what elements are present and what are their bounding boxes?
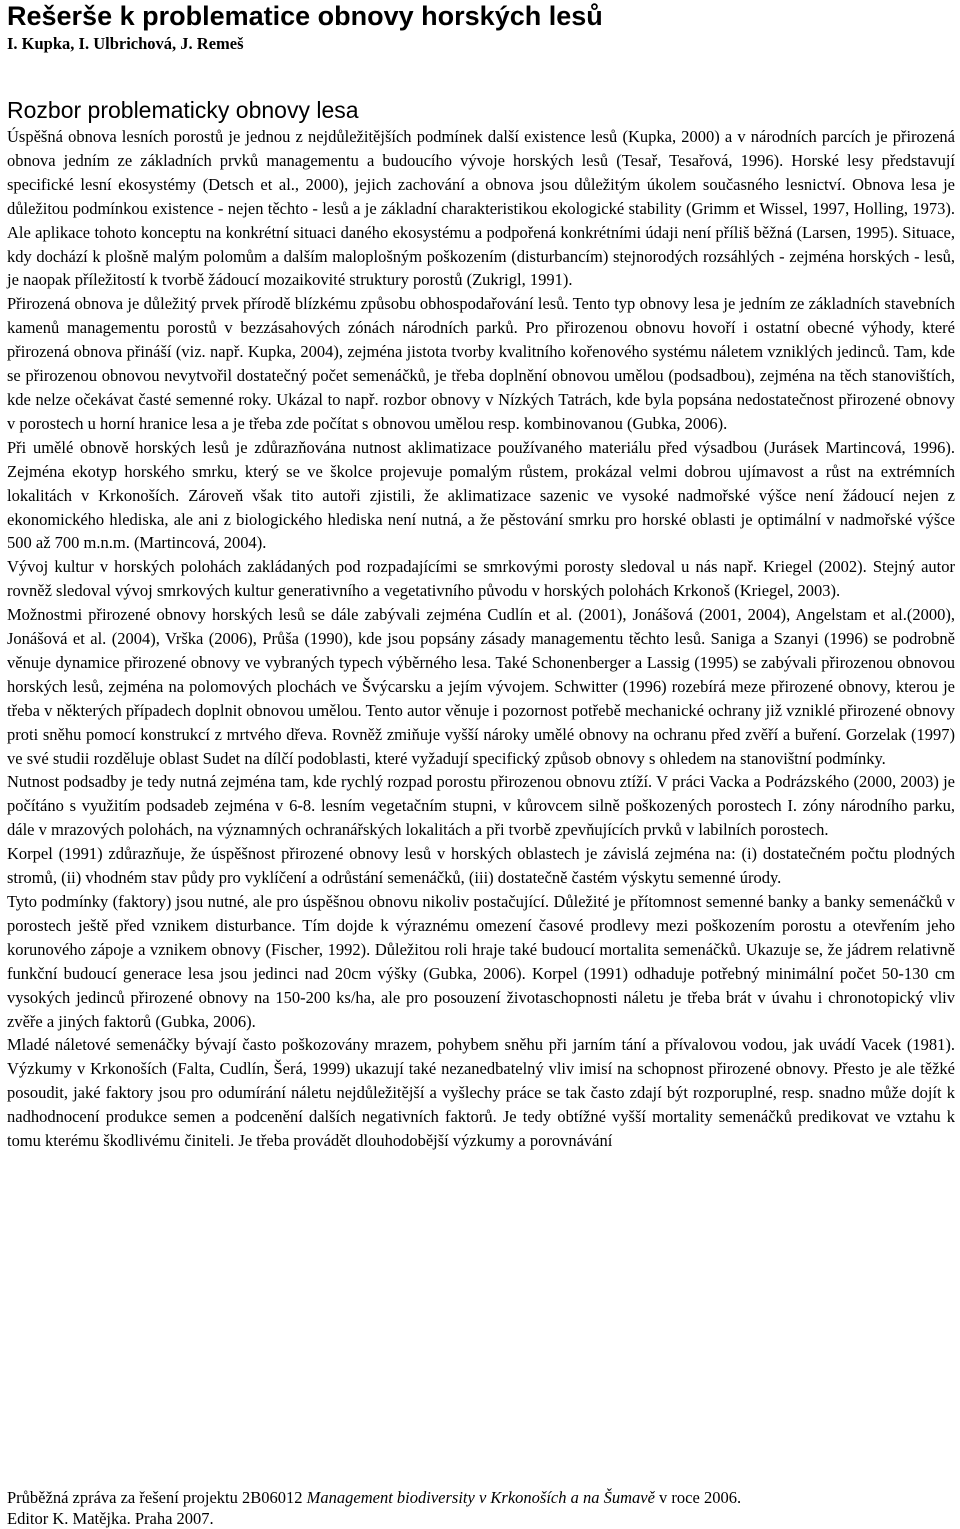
- footer-project-suffix: v roce 2006.: [654, 1488, 742, 1507]
- page-footer: [7, 1487, 955, 1529]
- footer-editor-line: Editor K. Matějka. Praha 2007.: [7, 1509, 214, 1528]
- paragraph: Nutnost podsadby je tedy nutná zejména tam, kde rychlý rozpad porostu přirozenou obnovu ztíží. V práci Vacka a Podrázského (2000, 2003) je počítáno s využitím podsadeb zejména v 6-8. lesním vegetačním stupni, v kůrovcem silně poškozených porostech I. zóny národního parku, dále v mrazových polohách, na významných ochranářských lokalitách a při tvorbě zpevňujících prvků v labilních porostech.: [7, 772, 955, 840]
- section-heading: Rozbor problematicky obnovy lesa: [7, 97, 359, 123]
- paragraph: Přirozená obnova je důležitý prvek přírodě blízkému způsobu obhospodařování lesů. Tento typ obnovy lesa je jedním ze základních stavebních kamenů managementu porostů v bezzásahových zónách národních parků. Pro přirozenou obnovu hovoří i ostatní obecné výhody, které přirozená obnova přináší (viz. např. Kupka, 2004), zejména jistota tvorby kvalitního kořenového systému náletem vzniklých jedinců. Tam, kde se přirozenou obnovou nevytvořil dostatečný počet semenáčků, je třeba doplnění obnovou umělou (podsadbou), zejména na těch stanovištích, kde nelze očekávat časté semenné roky. Ukázal to např. rozbor obnovy v Nízkých Tatrách, kde byla popsána nedostatečnost přirozené obnovy v porostech u horní hranice lesa a je třeba zde počítat s obnovou umělou resp. kombinovanou (Gubka, 2006).: [7, 294, 955, 433]
- paragraph: Při umělé obnově horských lesů je zdůrazňována nutnost aklimatizace používaného materiálu před výsadbou (Jurásek Martincová, 1996). Zejména ekotyp horského smrku, který se ve školce projevuje pomalým růstem, prokázal velmi dobrou ujímavost a růst na extrémních lokalitách v Krkonoších. Zároveň však tito autoři zjistili, že aklimatizace sazenic ve vysoké nadmořské výšce není žádoucí nejen z ekonomického hlediska, ale ani z biologického hlediska není nutná, a že pěstování smrku pro horské oblasti je optimální v nadmořské výšce 500 až 700 m.n.m. (Martincová, 2004).: [7, 437, 955, 553]
- paragraph: Možnostmi přirozené obnovy horských lesů se dále zabývali zejména Cudlín et al. (2001), Jonášová (2001, 2004), Angelstam et al.(2000), Jonášová et al. (2004), Vrška (2006), Průša (1990), kde jsou popsány zásady managementu těchto lesů. Saniga a Szanyi (1996) se podrobně věnuje dynamice přirozené obnovy ve vybraných typech výběrného lesa. Také Schonenberger a Lassig (1995) se zabývali přirozenou obnovou horských lesů, zejména na polomových plochách ve Švýcarsku a jejím vývojem. Schwitter (1996) rozebírá meze přirozené obnovy, kterou je třeba v některých případech doplnit obnovou umělou. Tento autor věnuje i pozornost potřebě mechanické ochrany již vzniklé přirozené obnovy proti sněhu pomocí konstrukcí z mrtvého dřeva. Rovněž zmiňuje vyšší nároky umělé obnovy na ochranu před zvěří a buření. Gorzelak (1997) ve své studii rozděluje oblast Sudet na dílčí podoblasti, které vyžadují specifický způsob obnovy s ohledem na stanovištní podmínky.: [7, 605, 955, 768]
- paragraph: Tyto podmínky (faktory) jsou nutné, ale pro úspěšnou obnovu nikoliv postačující. Důležité je přítomnost semenné banky a banky semenáčků v porostech ještě před vznikem disturbance. Tím dojde k výraznému omezení časové prodlevy mezi poškozením porostu a otevřením jeho korunového zápoje a vznikem obnovy (Fischer, 1992). Důležitou roli hraje také budoucí mortalita semenáčků. Ukazuje se, že jádrem relativně funkční budoucí generace lesa jsou jedinci nad 20cm výšky (Gubka, 2006). Korpel (1991) odhaduje potřebný minimální počet 50-130 cm vysokých jedinců přirozené obnovy na 150-200 ks/ha, ale pro posouzení životaschopnosti náletu je třeba brát v úvahu i chronotopický vliv zvěře a jiných faktorů (Gubka, 2006).: [7, 892, 955, 1031]
- paragraph: Korpel (1991) zdůrazňuje, že úspěšnost přirozené obnovy lesů v horských oblastech je závislá zejména na: (i) dostatečném počtu plodných stromů, (ii) vhodném stav půdy pro vyklíčení a odrůstání semenáčků, (iii) dostatečně častém výskytu semenné úrody.: [7, 844, 955, 888]
- footer-project-title: Management biodiversity v Krkonoších a na Šumavě: [306, 1488, 655, 1507]
- footer-project-line: [7, 1487, 955, 1508]
- paragraph: Úspěšná obnova lesních porostů je jednou z nejdůležitějších podmínek další existence lesů (Kupka, 2000) a v národních parcích je přirozená obnova jedním ze základních prvků managementu a budoucího vývoje horských lesů (Tesař, Tesařová, 1996). Horské lesy představují specifické lesní ekosystémy (Detsch et al., 2000), jejich zachování a obnova jsou důležitým úkolem současného lesnictví. Obnova lesa je důležitou podmínkou existence - nejen těchto - lesů a je základní charakteristikou ekologické stability (Grimm et Wissel, 1997, Holling, 1973). Ale aplikace tohoto konceptu na konkrétní situaci daného ekosystému a podpořená konkrétními údaji není příliš běžná (Larsen, 1995). Situace, kdy dochází k plošně malým polomům a dalším maloplošným poškozením (disturbancím) stejnorodých rozsáhlých - zejména horských - lesů, je naopak příležitostí k tvorbě žádoucí mozaikovité struktury porostů (Zukrigl, 1991).: [7, 127, 955, 290]
- paragraph: Vývoj kultur v horských polohách zakládaných pod rozpadajícími se smrkovými porosty sledoval u nás např. Kriegel (2002). Stejný autor rovněž sledoval vývoj smrkových kultur generativního a vegetativního původu v horských polohách Krkonoš (Kriegel, 2003).: [7, 557, 955, 601]
- document-title: Rešerše k problematice obnovy horských lesů: [7, 1, 603, 31]
- document-body: [7, 125, 955, 1153]
- footer-project-prefix: Průběžná zpráva za řešení projektu 2B06012: [7, 1488, 307, 1507]
- document-authors: I. Kupka, I. Ulbrichová, J. Remeš: [7, 34, 244, 53]
- paragraph: Mladé náletové semenáčky bývají často poškozovány mrazem, pohybem sněhu při jarním tání a přívalovou vodou, jak uvádí Vacek (1981). Výzkumy v Krkonoších (Falta, Cudlín, Šerá, 1999) ukazují také nezanedbatelný vliv imisí na schopnost přirozené obnovy. Přesto je ale těžké posoudit, jaké faktory jsou pro odumírání náletu nejdůležitější a vyšlechy práce se tak často zdají být rozporuplné, resp. snadno může dojít k nadhodnocení produkce semen a podcenění dalších negativních faktorů. Je tedy obtížné vyšší mortality semenáčků predikovat ve vztahu k tomu kterému škodlivému činiteli. Je třeba provádět dlouhodobější výzkumy a porovnávání: [7, 1035, 955, 1151]
